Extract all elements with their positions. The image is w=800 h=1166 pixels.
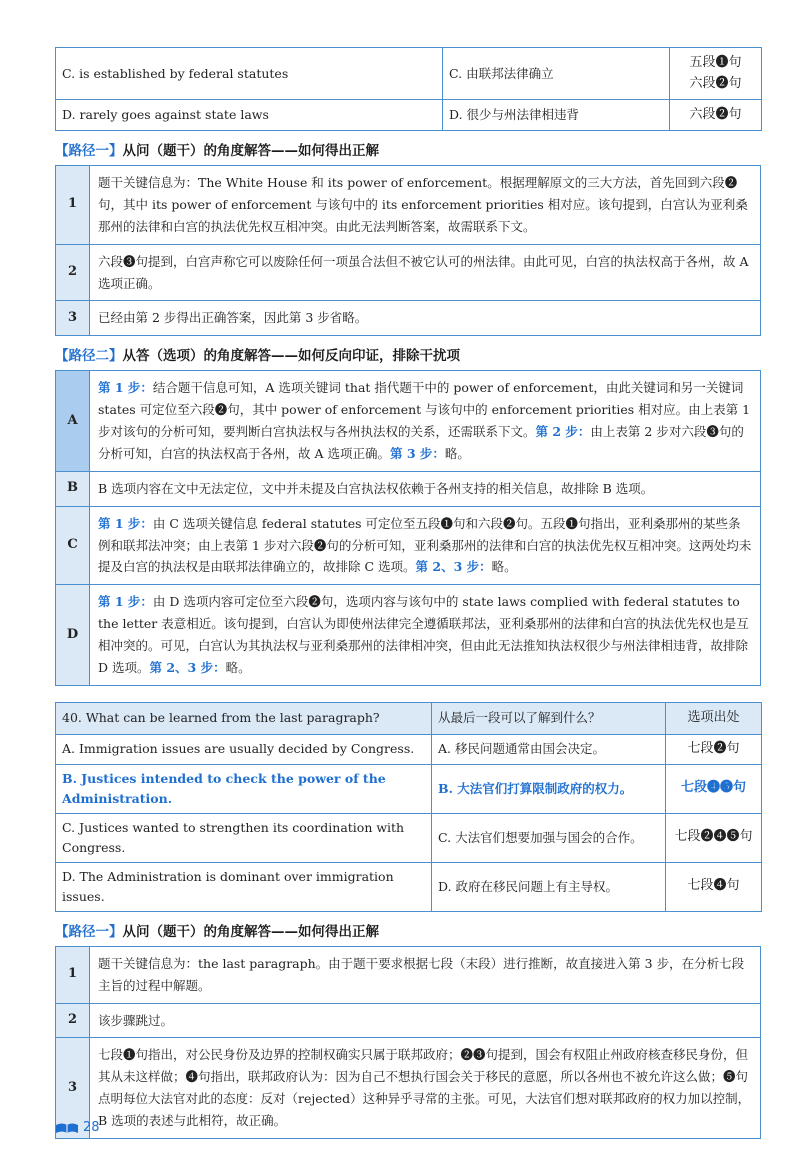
step-row	[56, 166, 761, 245]
step-marker: 第 1 步：	[98, 594, 153, 610]
analysis-text: 略。	[444, 445, 470, 461]
heading-text: 从问（题干）的角度解答——如何得出正解	[122, 923, 379, 940]
option-en: A. Immigration issues are usually decided by Congress.	[56, 734, 432, 764]
page-number: 28	[83, 1120, 100, 1135]
step-text: 该步骤跳过。	[90, 1003, 761, 1038]
option-cn: A. 移民问题通常由国会决定。	[432, 734, 666, 764]
step-text: 七段❶句指出，对公民身份及边界的控制权确实只属于联邦政府；❷❸句提到，国会有权阻止州政府核查移民身份，但其从未这样做；❹句指出，联邦政府认为：因为自己不想执行国会关于移民的意愿，所以各州也不被允许这么做；❺句点明每位大法官对此的态度：反对（rejected）这种异乎寻常的主张。可见，大法官们想对联邦政府的权力加以控制，B 选项的表述与此相符，故正确。	[90, 1038, 761, 1139]
source-header: 选项出处	[666, 702, 762, 734]
option-row-d	[56, 100, 762, 131]
option-source: 七段❹句	[666, 862, 762, 911]
heading-tag: 【路径一】	[55, 143, 123, 159]
step-row	[56, 946, 761, 1003]
option-source: 七段❷句	[666, 734, 762, 764]
option-label: B	[56, 471, 90, 506]
heading-tag: 【路径一】	[55, 923, 123, 940]
page-footer	[55, 1120, 100, 1135]
option-en: C. is established by federal statutes	[56, 48, 443, 100]
step-label: 2	[56, 1003, 90, 1038]
option-source	[670, 48, 762, 100]
step-label: 1	[56, 946, 90, 1003]
analysis-text: 略。	[225, 659, 251, 675]
step-label: 2	[56, 244, 90, 301]
step-label: 3	[56, 301, 90, 336]
option-row-c	[56, 48, 762, 100]
section-heading	[55, 139, 761, 159]
option-row-correct	[56, 764, 762, 813]
option-cn: D. 很少与州法律相违背	[443, 100, 670, 131]
step-text: 六段❸句提到，白宫声称它可以废除任何一项虽合法但不被它认可的州法律。由此可见，白宫的执法权高于各州，故 A 选项正确。	[90, 244, 761, 301]
option-cn: C. 大法官们想要加强与国会的合作。	[432, 813, 666, 862]
analysis-text: 略。	[491, 559, 517, 575]
option-analysis	[90, 585, 761, 686]
step-row	[56, 244, 761, 301]
q39-path1-table	[55, 165, 761, 336]
option-row	[56, 862, 762, 911]
option-source: 七段❹❺句	[666, 764, 762, 813]
heading-text: 从答（选项）的角度解答——如何反向印证，排除干扰项	[122, 348, 460, 365]
question-cn: 从最后一段可以了解到什么？	[432, 702, 666, 734]
option-analysis-row	[56, 585, 761, 686]
option-analysis-row	[56, 471, 761, 506]
book-icon	[55, 1121, 79, 1135]
step-marker: 第 3 步：	[389, 445, 445, 461]
option-en: B. Justices intended to check the power of the Administration.	[56, 764, 432, 813]
analysis-text: 结合题干信息可知，A 选项关键词 that 指代题干中的 power of enforcement，由此关键词和另一关键词 states 可定位至六段❷句，其中 power of enforcement 与该句中的 enforcement priorities 相对应。由上表第 1 步对该句的分析可知，要判断白宫执法权与各州执法权的关系，还需联系下文。	[98, 380, 751, 439]
option-en: C. Justices wanted to strengthen its coordination with Congress.	[56, 813, 432, 862]
analysis-text: 由 C 选项关键信息 federal statutes 可定位至五段❶句和六段❷句。五段❶句指出，亚利桑那州的某些条例和联邦法冲突；由上表第 1 步对六段❷句的分析可知，亚利桑那州的法律和白宫的执法优先权互相冲突。这两处均未提及白宫的执法权是由联邦法律确立的，故排除 C 选项。	[98, 515, 752, 575]
step-text: 题干关键信息为：The White House 和 its power of enforcement。根据理解原文的三大方法，首先回到六段❷句，其中 its power of enforcement 与该句中的 its enforcement priorities 相对应。该句提到，白宫认为亚利桑那州的法律和白宫的执法优先权互相冲突。由此无法判断答案，故需联系下文。	[90, 166, 761, 245]
option-cn: C. 由联邦法律确立	[443, 48, 670, 100]
step-row	[56, 1038, 761, 1139]
step-text: 题干关键信息为：the last paragraph。由于题干要求根据七段（末段）进行推断，故直接进入第 3 步，在分析七段主旨的过程中解题。	[90, 946, 761, 1003]
option-source: 七段❷❹❺句	[666, 813, 762, 862]
option-analysis	[90, 371, 761, 472]
option-row	[56, 734, 762, 764]
source-line: 六段❷句	[689, 75, 742, 91]
option-label: A	[56, 371, 90, 472]
option-cn: D. 政府在移民问题上有主导权。	[432, 862, 666, 911]
option-row	[56, 813, 762, 862]
option-cn: B. 大法官们打算限制政府的权力。	[432, 764, 666, 813]
option-label: C	[56, 506, 90, 585]
question-en: 40. What can be learned from the last paragraph?	[56, 702, 432, 734]
step-row	[56, 1003, 761, 1038]
option-analysis-row	[56, 371, 761, 472]
step-text: 已经由第 2 步得出正确答案，因此第 3 步省略。	[90, 301, 761, 336]
page	[55, 0, 761, 1139]
section-heading	[55, 920, 761, 940]
option-en: D. The Administration is dominant over immigration issues.	[56, 862, 432, 911]
step-marker: 第 2、3 步：	[415, 559, 492, 575]
heading-tag: 【路径二】	[55, 348, 123, 365]
question-header-row	[56, 702, 762, 734]
step-label: 3	[56, 1038, 90, 1139]
option-source: 六段❷句	[670, 100, 762, 131]
source-line: 五段❶句	[689, 54, 742, 70]
option-analysis	[90, 506, 761, 585]
option-en: D. rarely goes against state laws	[56, 100, 443, 131]
option-analysis-row	[56, 506, 761, 585]
heading-text: 从问（题干）的角度解答——如何得出正解	[122, 143, 379, 159]
q40-path1-table	[55, 946, 761, 1139]
option-analysis: B 选项内容在文中无法定位，文中并未提及白宫执法权依赖于各州支持的相关信息，故排除 B 选项。	[90, 471, 761, 506]
analysis-text: 由 D 选项内容可定位至六段❷句，选项内容与该句中的 state laws complied with federal statutes to the letter 表意相近。该句提到，白宫认为即使州法律完全遵循联邦法，亚利桑那州的法律和白宫的执法优先权也是互相冲突的。可见，白宫认为其执法权与亚利桑那州的法律相冲突，但由此无法推知执法权很少与州法律相违背，故排除 D 选项。	[98, 594, 749, 675]
step-row	[56, 301, 761, 336]
q39-path2-table	[55, 370, 761, 686]
step-marker: 第 1 步：	[98, 380, 153, 396]
analysis-text: 由上表第 2 步对六段❸句的分析可知，白宫的执法权高于各州，故 A 选项正确。	[98, 424, 744, 461]
step-marker: 第 2 步：	[535, 424, 591, 439]
step-marker: 第 1 步：	[98, 515, 153, 531]
step-marker: 第 2、3 步：	[149, 659, 226, 675]
option-label: D	[56, 585, 90, 686]
q40-options-table	[55, 702, 762, 912]
section-heading	[55, 344, 761, 364]
q39-options-table	[55, 47, 762, 131]
step-label: 1	[56, 166, 90, 245]
